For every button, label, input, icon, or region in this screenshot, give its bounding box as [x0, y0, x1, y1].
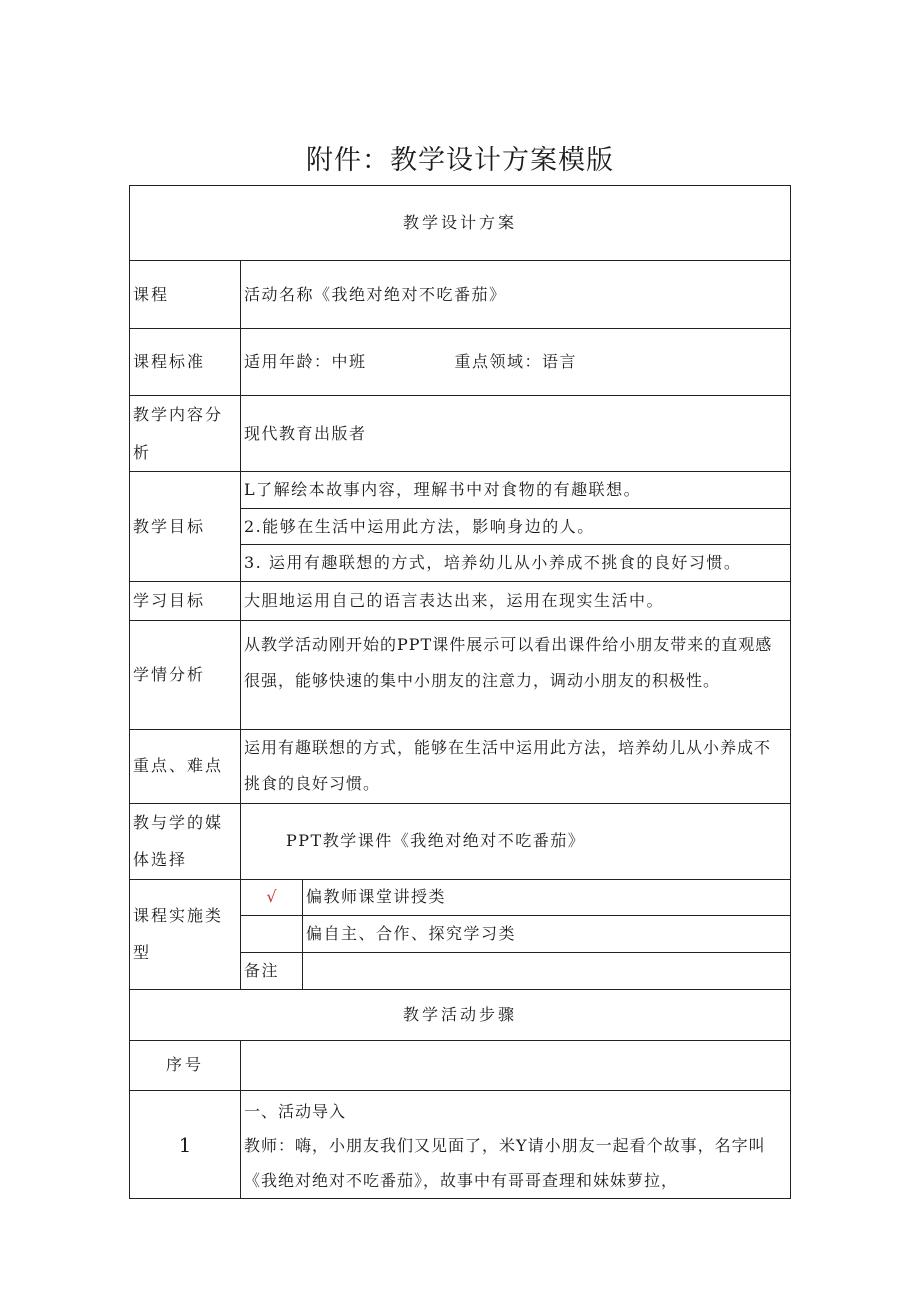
table-header: 教学设计方案	[130, 186, 791, 261]
goal-item-2: 2.能够在生活中运用此方法，影响身边的人。	[241, 509, 791, 545]
check-mark: √	[241, 879, 303, 915]
step-1-content	[241, 1090, 791, 1198]
step-1-row	[130, 1090, 791, 1198]
document-title: 附件：教学设计方案模版	[306, 145, 614, 176]
type-label: 课程实施类型	[130, 879, 241, 989]
course-row	[130, 261, 791, 329]
situation-row	[130, 620, 791, 729]
steps-header-row	[130, 989, 791, 1040]
type-option-1: 偏教师课堂讲授类	[303, 879, 791, 915]
design-table	[129, 185, 791, 1199]
situation-label: 学情分析	[130, 620, 241, 729]
check-cell-empty	[241, 915, 303, 952]
standard-value	[241, 329, 791, 396]
goal-item-3: 3. 运用有趣联想的方式，培养幼儿从小养成不挑食的良好习惯。	[241, 545, 791, 582]
seq-label: 序号	[130, 1040, 241, 1090]
goal-row-1	[130, 472, 791, 509]
course-label: 课程	[130, 261, 241, 329]
content-label: 教学内容分析	[130, 396, 241, 472]
step-1-number: 1	[130, 1090, 241, 1198]
age-text: 适用年龄：中班	[244, 352, 367, 371]
type-row-1	[130, 879, 791, 915]
seq-row	[130, 1040, 791, 1090]
step-1-text-2: 《我绝对绝对不吃番茄》，故事中有哥哥查理和妹妹萝拉，	[244, 1170, 679, 1190]
key-label: 重点、难点	[130, 729, 241, 803]
table-header-row	[130, 186, 791, 261]
learn-label: 学习目标	[130, 582, 241, 621]
seq-content	[241, 1040, 791, 1090]
media-value: PPT教学课件《我绝对绝对不吃番茄》	[241, 803, 791, 879]
note-label: 备注	[241, 952, 303, 989]
learn-value: 大胆地运用自己的语言表达出来，运用在现实生活中。	[241, 582, 791, 621]
key-row	[130, 729, 791, 803]
step-1-text-1: 教师：嗨，小朋友我们又见面了，米Y请小朋友一起看个故事，名字叫	[244, 1136, 766, 1156]
type-option-2: 偏自主、合作、探究学习类	[303, 915, 791, 952]
media-row	[130, 803, 791, 879]
note-value	[303, 952, 791, 989]
steps-header: 教学活动步骤	[130, 989, 791, 1040]
goal-item-1: L了解绘本故事内容，理解书中对食物的有趣联想。	[241, 472, 791, 509]
course-value: 活动名称《我绝对绝对不吃番茄》	[241, 261, 791, 329]
key-value: 运用有趣联想的方式，能够在生活中运用此方法，培养幼儿从小养成不挑食的良好习惯。	[241, 729, 791, 803]
goals-label: 教学目标	[130, 472, 241, 582]
standard-label: 课程标准	[130, 329, 241, 396]
learn-row	[130, 582, 791, 621]
standard-row	[130, 329, 791, 396]
media-label: 教与学的媒体选择	[130, 803, 241, 879]
step-1-heading: 一、活动导入	[244, 1101, 347, 1121]
situation-value: 从教学活动刚开始的PPT课件展示可以看出课件给小朋友带来的直观感很强，能够快速的集中小朋友的注意力，调动小朋友的积极性。	[241, 620, 791, 729]
content-value: 现代教育出版者	[241, 396, 791, 472]
content-row	[130, 396, 791, 472]
field-text: 重点领域：语言	[454, 352, 578, 371]
